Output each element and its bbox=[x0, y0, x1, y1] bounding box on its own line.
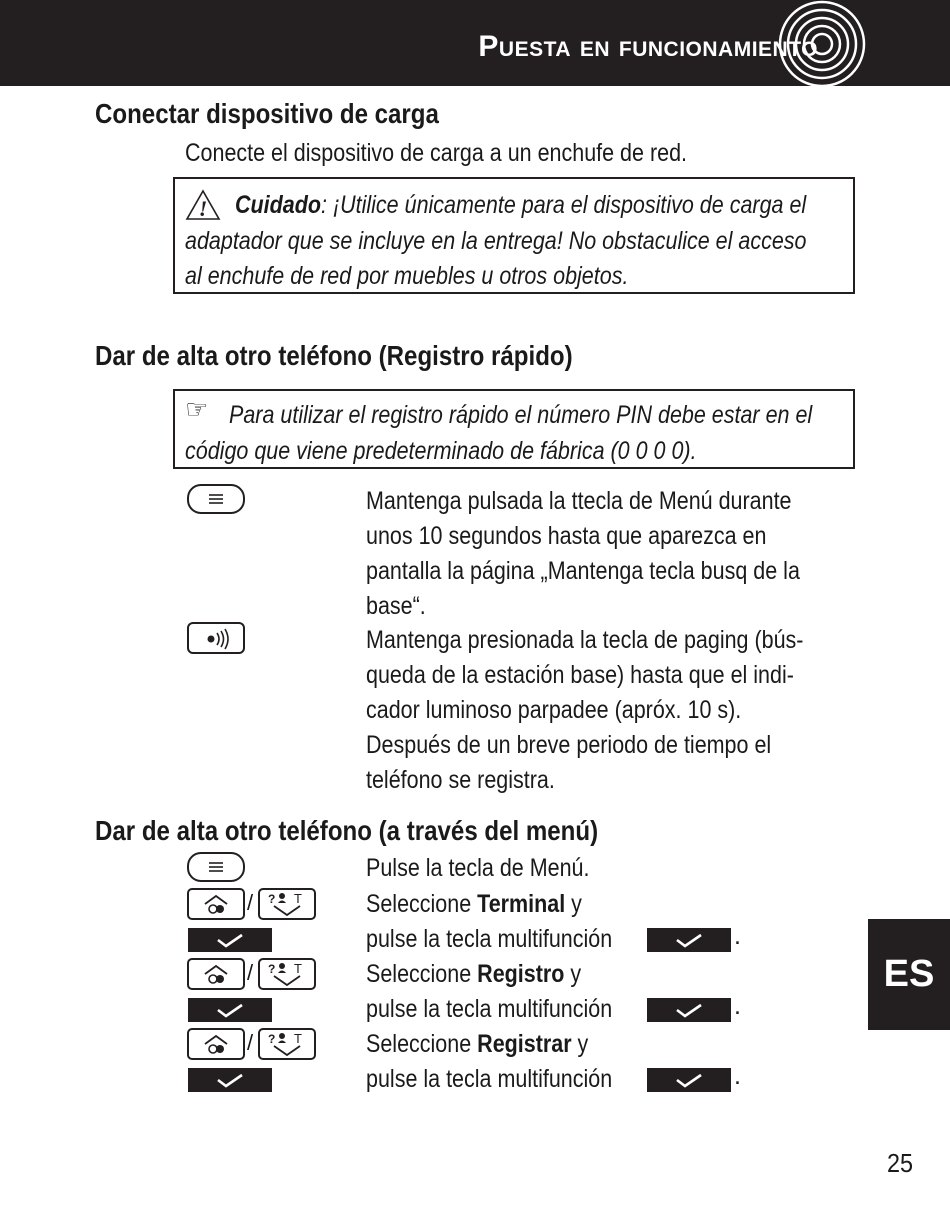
caution-box bbox=[173, 177, 855, 294]
period: . bbox=[734, 992, 741, 1020]
select-prefix: Seleccione bbox=[366, 960, 472, 988]
ok-softkey-icon bbox=[647, 1068, 731, 1092]
menu-key-icon bbox=[187, 852, 245, 882]
step2-line: Después de un breve periodo de tiempo el bbox=[366, 731, 772, 759]
brand-rings-logo bbox=[770, 0, 870, 86]
caution-line-2: adaptador que se incluye en la entrega! No obstaculice el acceso bbox=[185, 227, 807, 255]
page-number: 25 bbox=[887, 1148, 914, 1178]
period: . bbox=[734, 1062, 741, 1090]
step-press-multi: pulse la tecla multifunción bbox=[366, 925, 613, 953]
warning-icon bbox=[185, 189, 221, 221]
svg-text:T: T bbox=[294, 891, 302, 906]
ok-softkey-icon bbox=[647, 998, 731, 1022]
step1-line: Mantenga pulsada la ttecla de Menú durante bbox=[366, 487, 792, 515]
conj: y bbox=[571, 890, 582, 918]
ok-softkey-icon bbox=[188, 928, 272, 952]
step2-line: cador luminoso parpadee (apróx. 10 s). bbox=[366, 696, 742, 724]
svg-text:T: T bbox=[294, 961, 302, 976]
language-tab: ES bbox=[868, 919, 950, 1030]
slash-separator: / bbox=[247, 1030, 254, 1055]
redial-nav-key-icon bbox=[258, 958, 316, 990]
menu-item-registrar: Registrar bbox=[477, 1030, 572, 1058]
step-press-multi: pulse la tecla multifunción bbox=[366, 1065, 613, 1093]
phonebook-nav-key-icon bbox=[187, 958, 245, 990]
step-paging-hold bbox=[366, 623, 803, 798]
svg-text:?: ? bbox=[268, 962, 276, 976]
phonebook-nav-key-icon bbox=[187, 888, 245, 920]
ok-softkey-icon bbox=[188, 998, 272, 1022]
section-heading-menu-register: Dar de alta otro teléfono (a través del menú) bbox=[95, 815, 599, 846]
menu-item-registro: Registro bbox=[477, 960, 565, 988]
ok-softkey-icon bbox=[188, 1068, 272, 1092]
page-header bbox=[0, 0, 950, 86]
select-prefix: Seleccione bbox=[366, 1030, 472, 1058]
header-title: Puesta en funcionamiento bbox=[478, 30, 818, 63]
caution-label: Cuidado bbox=[235, 191, 321, 219]
select-prefix: Seleccione bbox=[366, 890, 472, 918]
pointing-hand-icon: ☞ bbox=[185, 395, 209, 425]
step-select-item bbox=[366, 957, 581, 992]
svg-text:?: ? bbox=[268, 892, 276, 906]
menu-key-icon bbox=[187, 484, 245, 514]
step-menu-hold bbox=[366, 484, 800, 624]
phonebook-nav-key-icon bbox=[187, 1028, 245, 1060]
step-select-item bbox=[366, 1027, 588, 1062]
caution-line-1: : ¡Utilice únicamente para el dispositivo de carga el bbox=[321, 191, 807, 219]
section-heading-quick-register: Dar de alta otro teléfono (Registro rápido) bbox=[95, 340, 573, 371]
charger-instruction: Conecte el dispositivo de carga a un enchufe de red. bbox=[185, 139, 687, 167]
svg-text:T: T bbox=[294, 1031, 302, 1046]
ok-softkey-icon bbox=[647, 928, 731, 952]
redial-nav-key-icon bbox=[258, 888, 316, 920]
conj: y bbox=[577, 1030, 589, 1058]
slash-separator: / bbox=[247, 890, 254, 915]
step-select-item bbox=[366, 887, 582, 922]
slash-separator: / bbox=[247, 960, 254, 985]
step1-line: unos 10 segundos hasta que aparezca en bbox=[366, 522, 767, 550]
step2-line: queda de la estación base) hasta que el indi- bbox=[366, 661, 794, 689]
step2-line: Mantenga presionada la tecla de paging (bús- bbox=[366, 626, 804, 654]
period: . bbox=[734, 922, 741, 950]
svg-text:!: ! bbox=[198, 196, 208, 221]
step1-line: pantalla la página „Mantenga tecla busq de la bbox=[366, 557, 800, 585]
menu-item-terminal: Terminal bbox=[477, 890, 566, 918]
redial-nav-key-icon bbox=[258, 1028, 316, 1060]
step2-line: teléfono se registra. bbox=[366, 766, 555, 794]
step1-line: base“. bbox=[366, 592, 426, 620]
conj: y bbox=[570, 960, 582, 988]
paging-key-icon bbox=[187, 622, 245, 654]
step-press-menu: Pulse la tecla de Menú. bbox=[366, 854, 590, 882]
note-line-2: código que viene predeterminado de fábrica (0 0 0 0). bbox=[185, 437, 697, 465]
step-press-multi: pulse la tecla multifunción bbox=[366, 995, 613, 1023]
svg-text:?: ? bbox=[268, 1032, 276, 1046]
note-line-1: Para utilizar el registro rápido el número PIN debe estar en el bbox=[229, 401, 813, 429]
note-box bbox=[173, 389, 855, 469]
caution-line-3: al enchufe de red por muebles u otros objetos. bbox=[185, 262, 629, 290]
section-heading-charger: Conectar dispositivo de carga bbox=[95, 98, 439, 129]
